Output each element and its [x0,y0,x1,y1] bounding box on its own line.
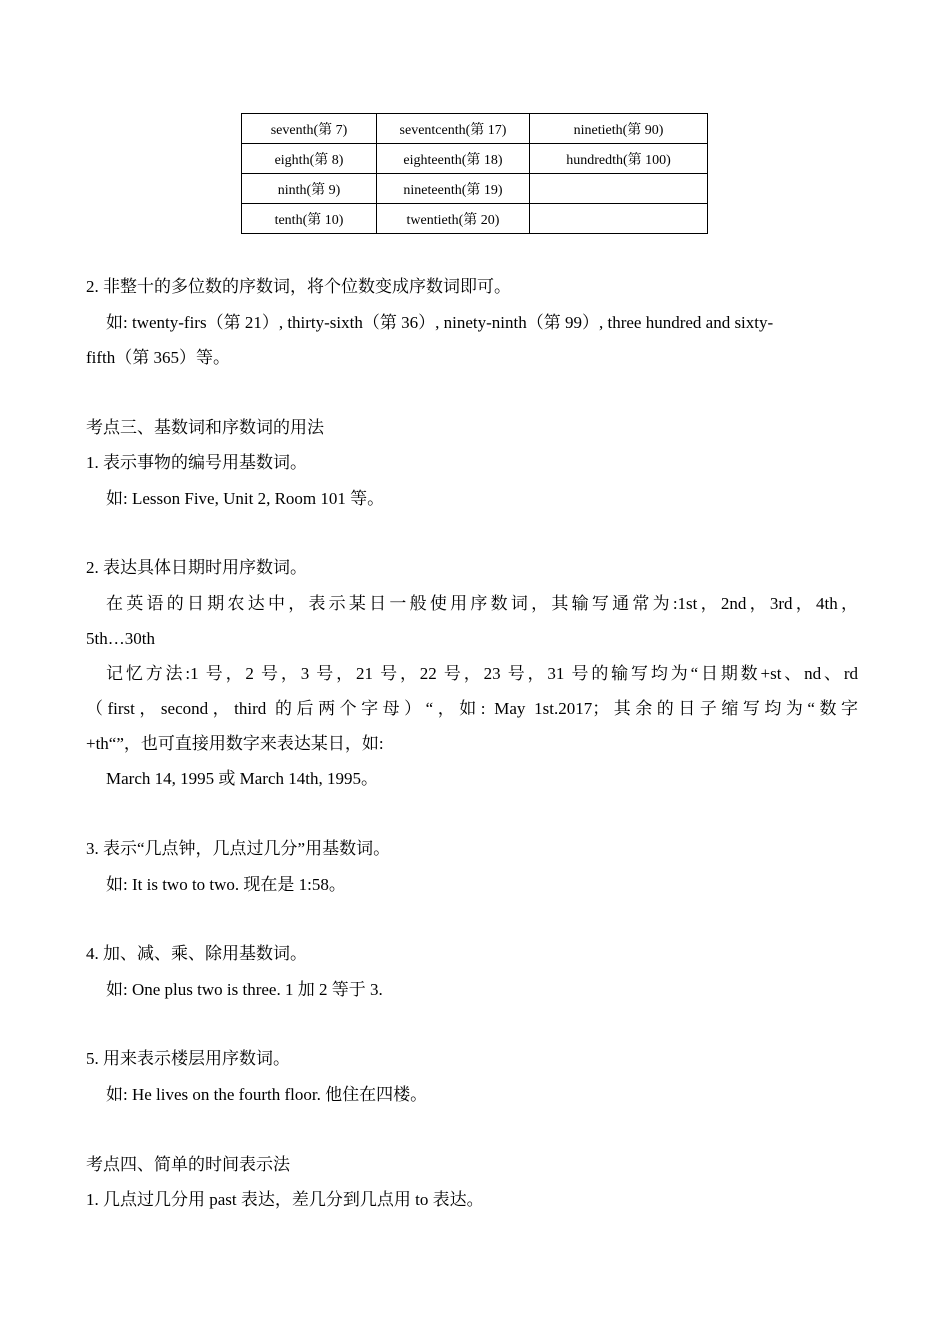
table-cell: seventh(第 7) [242,114,377,144]
section-3-item-2: 2. 表达具体日期时用序数词。 [86,558,307,577]
section-3-item-2-para-b-line-3: +th“”，也可直接用数字来表达某日，如: [86,734,384,753]
table-cell: ninetieth(第 90) [530,114,708,144]
table-row [242,174,708,204]
table-cell: eighth(第 8) [242,144,377,174]
table-cell: eighteenth(第 18) [377,144,530,174]
table-row [242,144,708,174]
table-cell [530,174,708,204]
section-3-item-1: 1. 表示事物的编号用基数词。 [86,453,307,472]
table-cell [530,204,708,234]
table-row [242,204,708,234]
section-4-title: 考点四、简单的时间表示法 [86,1155,290,1174]
section-3-item-2-para-b-line-4: March 14, 1995 或 March 14th, 1995。 [106,769,378,788]
table-cell: nineteenth(第 19) [377,174,530,204]
table-cell: ninth(第 9) [242,174,377,204]
section-3-item-4: 4. 加、减、乘、除用基数词。 [86,944,307,963]
point-2-example-line-2: fifth（第 365）等。 [86,348,231,367]
section-3-item-5: 5. 用来表示楼层用序数词。 [86,1049,290,1068]
section-3-title: 考点三、基数词和序数词的用法 [86,418,324,437]
table-cell: tenth(第 10) [242,204,377,234]
table-cell: twentieth(第 20) [377,204,530,234]
section-3-item-2-para-b-line-2: （first，second，third 的后两个字母）“，如: May 1st.2017；其余的日子缩写均为“数字 [86,699,858,718]
section-4-item-1: 1. 几点过几分用 past 表达，差几分到几点用 to 表达。 [86,1190,484,1209]
point-2-heading: 2. 非整十的多位数的序数词，将个位数变成序数词即可。 [86,277,511,296]
section-3-item-4-example: 如: One plus two is three. 1 加 2 等于 3. [106,980,383,999]
section-3-item-2-para-a-line-2: 5th…30th [86,629,155,648]
point-2-example-line-1: 如: twenty-firs（第 21）, thirty-sixth（第 36）, ninety-ninth（第 99）, three hundred and sixty- [106,313,774,332]
section-3-item-3: 3. 表示“几点钟，几点过几分”用基数词。 [86,839,391,858]
section-3-item-2-para-b-line-1: 记忆方法:1 号，2 号，3 号，21 号，22 号，23 号，31 号的输写均为“日期数+st、nd、rd [106,664,858,683]
section-3-item-1-example: 如: Lesson Five, Unit 2, Room 101 等。 [106,489,385,508]
ordinal-table [241,113,708,234]
section-3-item-5-example: 如: He lives on the fourth floor. 他住在四楼。 [106,1085,428,1104]
section-3-item-3-example: 如: It is two to two. 现在是 1:58。 [106,875,346,894]
section-3-item-2-para-a-line-1: 在英语的日期农达中，表示某日一般使用序数词，其输写通常为:1st，2nd，3rd，4th， [106,594,858,613]
table-cell: seventcenth(第 17) [377,114,530,144]
table-row [242,114,708,144]
table-cell: hundredth(第 100) [530,144,708,174]
